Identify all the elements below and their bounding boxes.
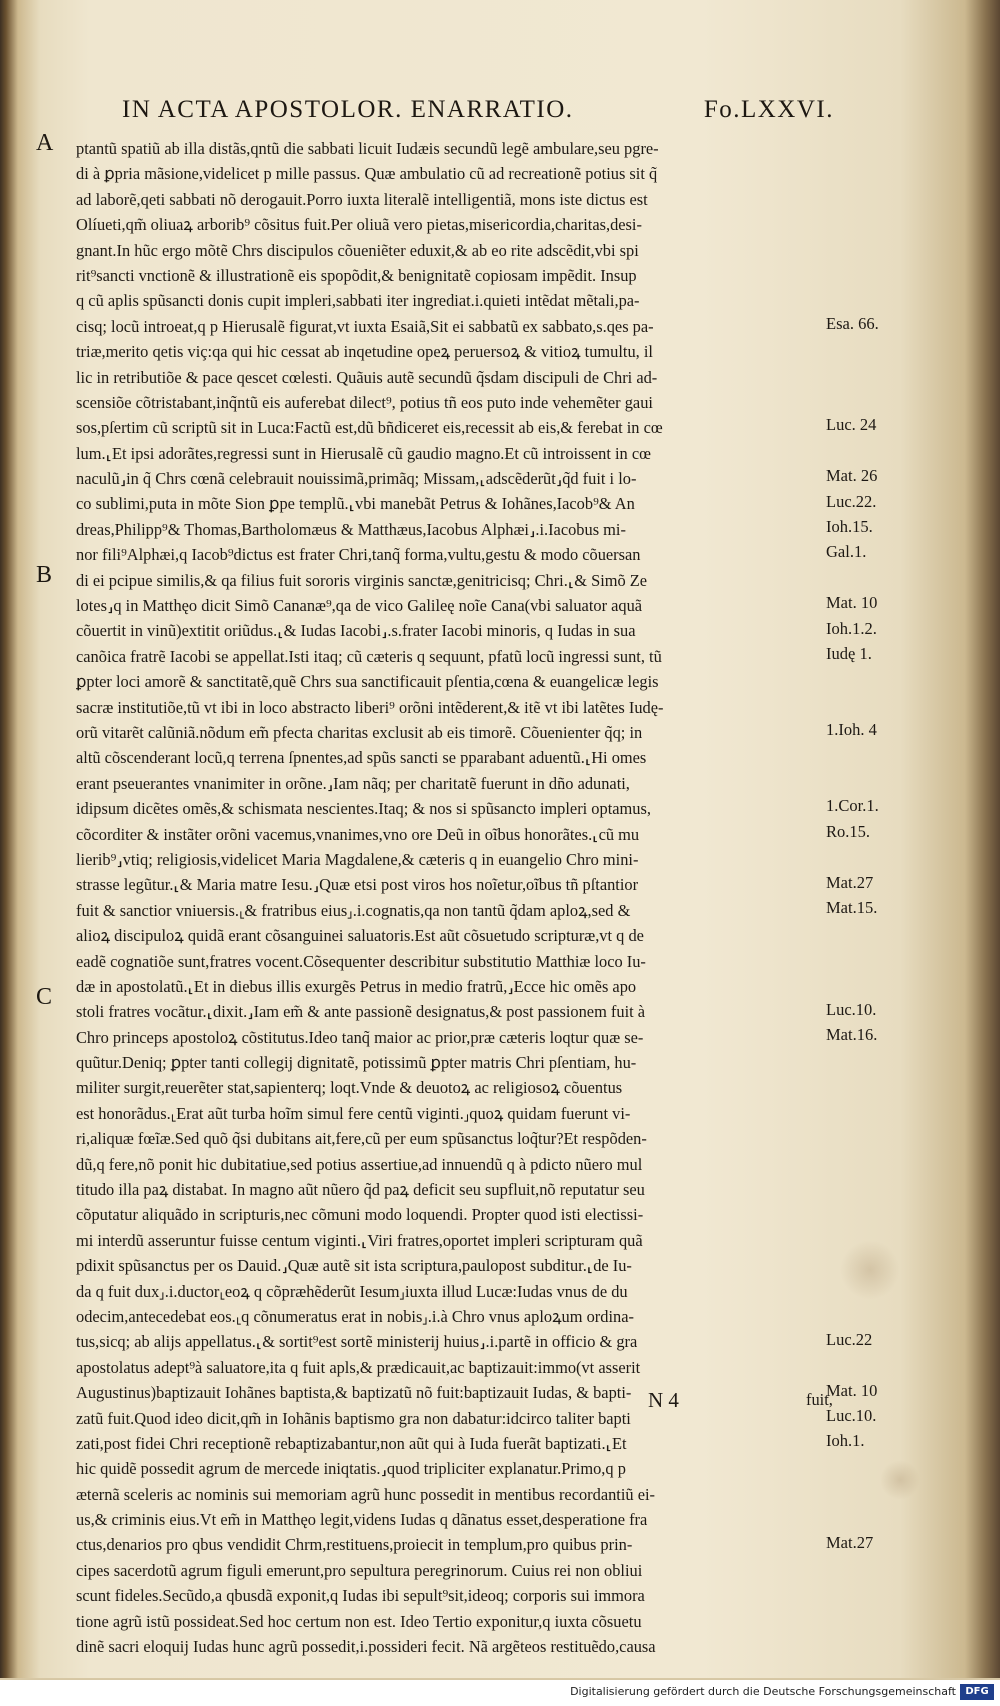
margin-reference: Mat.27 — [826, 872, 874, 892]
text-line: ptantũ spatiũ ab illa distãs,qntũ die sabbati licuit Iudæis secundũ legẽ ambulare,seu pgre- — [76, 139, 659, 158]
text-line: titudo illa paꝝ distabat. In magno aũt nũero q̃d paꝝ deficit seu supfluit,nõ reputatur seu — [76, 1180, 645, 1200]
text-line: fuit & sanctior vniuersis.⸤& fratribus eius⸥.i.cognatis,qa non tantũ q̃dam aploꝝ,sed & — [76, 900, 631, 920]
text-line: zati,post fidei Chri receptionẽ rebaptizabantur,non aũt qui à Iuda fuerãt baptizati.⸤Et — [76, 1433, 627, 1453]
margin-reference: Mat.27 — [826, 1533, 874, 1552]
text-line: lum.⸤Et ipsi adorãtes,regressi sunt in Hierusalẽ cũ gaudio magno.Et cũ introissent in cœ — [76, 443, 651, 463]
margin-reference: Ioh.15. — [826, 517, 873, 536]
text-line: scunt fideles.Secũdo,a qbusdã exponit,q Iudas ibi sepult⁹sit,ideoq; corporis sui immora — [76, 1586, 645, 1606]
text-line: eadẽ cognatiõe sunt,fratres vocent.Cõsequenter describitur substitutio Matthiæ loco Iu- — [76, 951, 646, 971]
dfg-logo: DFG — [960, 1684, 994, 1700]
text-line: æternã sceleris ac nominis sui memoriam agrũ hunc possedit in mentibus recordantiũ ei- — [76, 1484, 655, 1504]
text-line: orũ vitarẽt calũniã.nõdum em̃ pfecta charitas exclusit ab eis timorẽ. Cõuenienter q̃q; in — [76, 722, 643, 742]
margin-reference: Ioh.1. — [826, 1431, 865, 1451]
text-line: est honorãdus.⸤Erat aũt turba hoĩm simul fere centũ viginti.⸥quoꝝ quidam fuerunt vi- — [76, 1103, 631, 1123]
text-line: dũ,q fere,nõ ponit hic dubitatiue,sed potius assertiue,ad innuendũ q à pdicto nũero mul — [76, 1154, 643, 1174]
text-line: di ei pcipue similis,& qa filius fuit sororis virginis sanctæ,genitricisq; Chri.⸤& Simõ Ze — [76, 570, 648, 590]
section-letter-c: C — [36, 984, 53, 1010]
text-line: odecim,antecedebat eos.⸤q cõnumeratus erat in nobis⸥.i.à Chro vnus aploꝝum ordina- — [76, 1306, 634, 1326]
text-line: zatũ fuit.Quod ideo dicit,qm̃ in Iohãnis baptismo gra non dabatur:idcirco taliter bapti — [76, 1408, 631, 1428]
text-line: mi interdũ asseruntur fuisse centum viginti.⸤Viri fratres,oportet impleri scripturam quã — [76, 1230, 643, 1250]
margin-reference: 1.Ioh. 4 — [826, 720, 877, 740]
margin-reference: Mat. 26 — [826, 466, 878, 486]
margin-reference: Mat. 10 — [826, 1380, 878, 1400]
margin-reference: Esa. 66. — [826, 313, 879, 333]
text-line: tus,sicq; ab alijs appellatus.⸤& sortit⁹est sortẽ ministerij huius⸥.i.partẽ in officio & gra — [76, 1332, 638, 1352]
margin-reference: Ioh.1.2. — [826, 618, 877, 638]
section-letter-b: B — [36, 562, 53, 588]
text-line: pdixit spũsanctus per os Dauid.⸥Quæ autẽ sit ista scriptura,paulopost subditur.⸤de Iu- — [76, 1256, 632, 1276]
commentary-text — [76, 136, 784, 1659]
text-line: ad laborẽ,qeti sabbati nõ derogauit.Porro iuxta literalẽ intelligentiã, mons iste dictus est — [76, 189, 648, 209]
text-line: Olíueti,qm̃ oliuaꝝ arborib⁹ cõsitus fuit.Per oliuã vero pietas,misericordia,charitas,desi- — [76, 215, 642, 235]
text-line: idipsum dicẽtes omẽs,& schismata nescientes.Itaq; & nos si spũsancto impleri optamus, — [76, 799, 651, 819]
text-line: tione agrũ istũ possideat.Sed hoc certum non est. Ideo Tertio exponitur,q iuxta cõsuetu — [76, 1611, 642, 1631]
text-line: sacræ institutiõe,tũ vt ibi in loco abstracto liberi⁹ orõni intẽderent,& itẽ vt ibi latẽtes Iudę- — [76, 697, 664, 717]
text-line: sos,pſertim cũ scriptũ sit in Luca:Factũ est,dũ bñdiceret eis,recessit ab eis,& ferebat in cœ — [76, 418, 663, 438]
text-line: nor fili⁹Alphæi,q Iacob⁹dictus est frater Chri,tanq̃ forma,vultu,gestu & modo cõuersan — [76, 545, 641, 565]
text-line: naculũ⸥in q̃ Chrs cœnã celebrauit nouissimã,primãq; Missam,⸤adscẽderũt⸥q̃d fuit i lo- — [76, 469, 637, 489]
text-line: cisq; locũ introeat,q p Hierusalẽ figurat,vt iuxta Esaiã,Sit ei sabbatũ ex sabbato,s.qes pa- — [76, 316, 654, 336]
margin-reference: Luc.22 — [826, 1329, 873, 1349]
text-line: ꝑpter loci amorẽ & sanctitatẽ,quẽ Chrs sua sanctificauit pſentia,cœna & euangelicæ legis — [76, 672, 659, 692]
text-line: triæ,merito qetis viç:qa qui hic cessat ab inqetudine opeꝝ peruersoꝝ & vitioꝝ tumultu, il — [76, 342, 653, 362]
text-line: quũtur.Deniq; ꝑpter tanti collegij dignitatẽ, potissimũ ꝑpter matris Chri pſentiam, hu- — [76, 1053, 637, 1073]
digitization-credit: Digitalisierung gefördert durch die Deutsche Forschungsgemeinschaft — [570, 1685, 956, 1698]
text-line: di à ꝑpria mãsione,videlicet p mille passus. Quæ ambulatio cũ ad recreationẽ potius sit q̃ — [76, 164, 658, 184]
text-line: altũ cõscenderant locũ,q terrena ſpnentes,ad spũs sancti se pparabant aduentũ.⸤Hi omes — [76, 748, 647, 768]
running-title: IN ACTA APOSTOLOR. ENARRATIO. — [122, 96, 574, 123]
text-line: erant pseuerantes vnanimiter in orõne.⸥Iam nãq; per charitatẽ fuerunt in dño adunati, — [76, 773, 630, 793]
text-line: lierib⁹⸥vtiq; religiosis,videlicet Maria Magdalene,& cæteris q in euangelio Chro mini- — [76, 849, 639, 869]
text-line: dæ in apostolatũ.⸤Et in diebus illis exurgẽs Petrus in medio fratrũ,⸥Ecce hic omẽs apo — [76, 976, 637, 996]
margin-reference: Iudę 1. — [826, 644, 872, 663]
text-line: dreas,Philipp⁹& Thomas,Bartholomæus & Matthæus,Iacobus Alphæi⸥.i.Iacobus mi- — [76, 519, 626, 539]
text-line: Chro princeps apostoloꝝ cõstitutus.Ideo tanq̃ maior ac prior,præ cæteris loqtur quæ se- — [76, 1027, 644, 1047]
text-line: scensiõe cõtristabant,inq̃ntũ eis auferebat dilect⁹, potius tñ eos puto inde vehemẽter gaui — [76, 392, 653, 412]
text-line: ctus,denarios pro qbus vendidit Chrm,restituens,proiecit in templum,pro quibus prin- — [76, 1535, 633, 1555]
catchword: fuit, — [806, 1390, 833, 1409]
margin-reference: Mat.16. — [826, 1025, 878, 1044]
text-line: Augustinus)baptizauit Iohãnes baptista,& baptizatũ nõ fuit:baptizauit Iudas, & bapti- — [76, 1383, 632, 1403]
text-line: cõuertit in vinũ)extitit oriũdus.⸤& Iudas Iacobi⸥.s.frater Iacobi minoris, q Iudas in sua — [76, 621, 636, 641]
margin-reference: Luc.10. — [826, 1406, 877, 1425]
text-line: canõica fratrẽ Iacobi se appellat.Isti itaq; cũ cæteris q sequunt, pfatũ locũ ingressi sunt, tũ — [76, 646, 662, 666]
text-line: cõcorditer & instãter orõni vacemus,vnanimes,vno ore Deũ in oĩbus honorãtes.⸤cũ mu — [76, 824, 640, 844]
margin-reference: Gal.1. — [826, 542, 867, 562]
text-line: ri,aliquæ fœĩæ.Sed quõ q̃si dubitans ait,fere,cũ per eum spũsanctus loq̃tur?Et respõden- — [76, 1129, 647, 1149]
text-line: dinẽ sacri eloquij Iudas hunc agrũ possedit,i.possideri fecit. Nã argẽteos restituẽdo,causa — [76, 1637, 656, 1657]
text-line: militer surgit,reuerẽter stat,sapienterq; loqt.Vnde & deuotoꝝ ac religiosoꝝ cõuentus — [76, 1078, 623, 1098]
section-letter-a: A — [36, 130, 54, 156]
text-line: apostolatus adept⁹à saluatore,ita q fuit apls,& prædicauit,ac baptizauit:immo(vt asserit — [76, 1357, 641, 1377]
text-line: q cũ aplis spũsancti donis cupit impleri,sabbati iter ingrediat.i.quieti intẽdat mẽtali,pa- — [76, 291, 640, 311]
paper-stain — [840, 1240, 900, 1300]
text-line: strasse legũtur.⸤& Maria matre Iesu.⸥Quæ etsi post viros hos noĩetur,oĩbus tñ pſtantior — [76, 875, 639, 895]
margin-reference: Luc.10. — [826, 999, 877, 1019]
text-line: cõputatur aliquãdo in scripturis,nec cõmuni modo loquendi. Propter quod isti electissi- — [76, 1205, 644, 1225]
margin-reference: Ro.15. — [826, 821, 871, 841]
text-line: cipes sacerdotũ agrum figuli emerunt,pro sepultura peregrinorum. Cuius rei non obliui — [76, 1560, 643, 1580]
text-line: da q fuit dux⸥.i.ductor⸤eoꝝ q cõpræhẽderũt Iesum⸥iuxta illud Lucæ:Iudas vnus de du — [76, 1281, 628, 1301]
running-header — [122, 96, 834, 136]
margin-reference: Luc. 24 — [826, 415, 877, 435]
margin-reference: Luc.22. — [826, 491, 877, 511]
margin-reference: Mat.15. — [826, 898, 878, 917]
text-line: rit⁹sancti vnctionẽ & illustrationẽ eis spopõdit,& benignitatẽ copiosam impẽdit. Insup — [76, 265, 637, 285]
text-line: alioꝝ discipuloꝝ quidã erant cõsanguinei saluatoris.Est aũt cõsuetudo scripturæ,vt q de — [76, 926, 644, 946]
text-line: lotes⸥q in Matthęo dicit Simõ Cananæ⁹,qa de vico Galileę noĩe Cana(vbi saluator aquã — [76, 596, 643, 616]
text-line: lic in retributiõe & pace qescet cœlesti. Quãuis autẽ secundũ q̃sdam discipuli de Chri ad- — [76, 367, 658, 387]
text-line: us,& criminis eius.Vt em̃ in Matthęo legit,videns Iudas q dãnatus esset,desperatione fra — [76, 1510, 648, 1530]
margin-reference: 1.Cor.1. — [826, 796, 879, 816]
text-line: hic quidẽ possedit agrum de mercede iniqtatis.⸥quod tripliciter explanatur.Primo,q p — [76, 1459, 626, 1479]
text-line: stoli fratres vocãtur.⸤dixit.⸥Iam em̃ & ante passionẽ designatus,& post passionem fuit à — [76, 1002, 646, 1022]
folio-number: Fo.LXXVI. — [703, 96, 834, 123]
text-line: gnant.In hũc ergo mõtẽ Chrs discipulos cõueniẽter eduxit,& ab eo rite adscẽdit,vbi spi — [76, 240, 639, 260]
paper-stain — [880, 1460, 920, 1500]
text-line: co sublimi,puta in mõte Sion ꝑpe templũ.⸤vbi manebãt Petrus & Iohãnes,Iacob⁹& An — [76, 494, 635, 514]
signature-mark: N 4 — [648, 1388, 679, 1412]
margin-reference: Mat. 10 — [826, 593, 878, 613]
